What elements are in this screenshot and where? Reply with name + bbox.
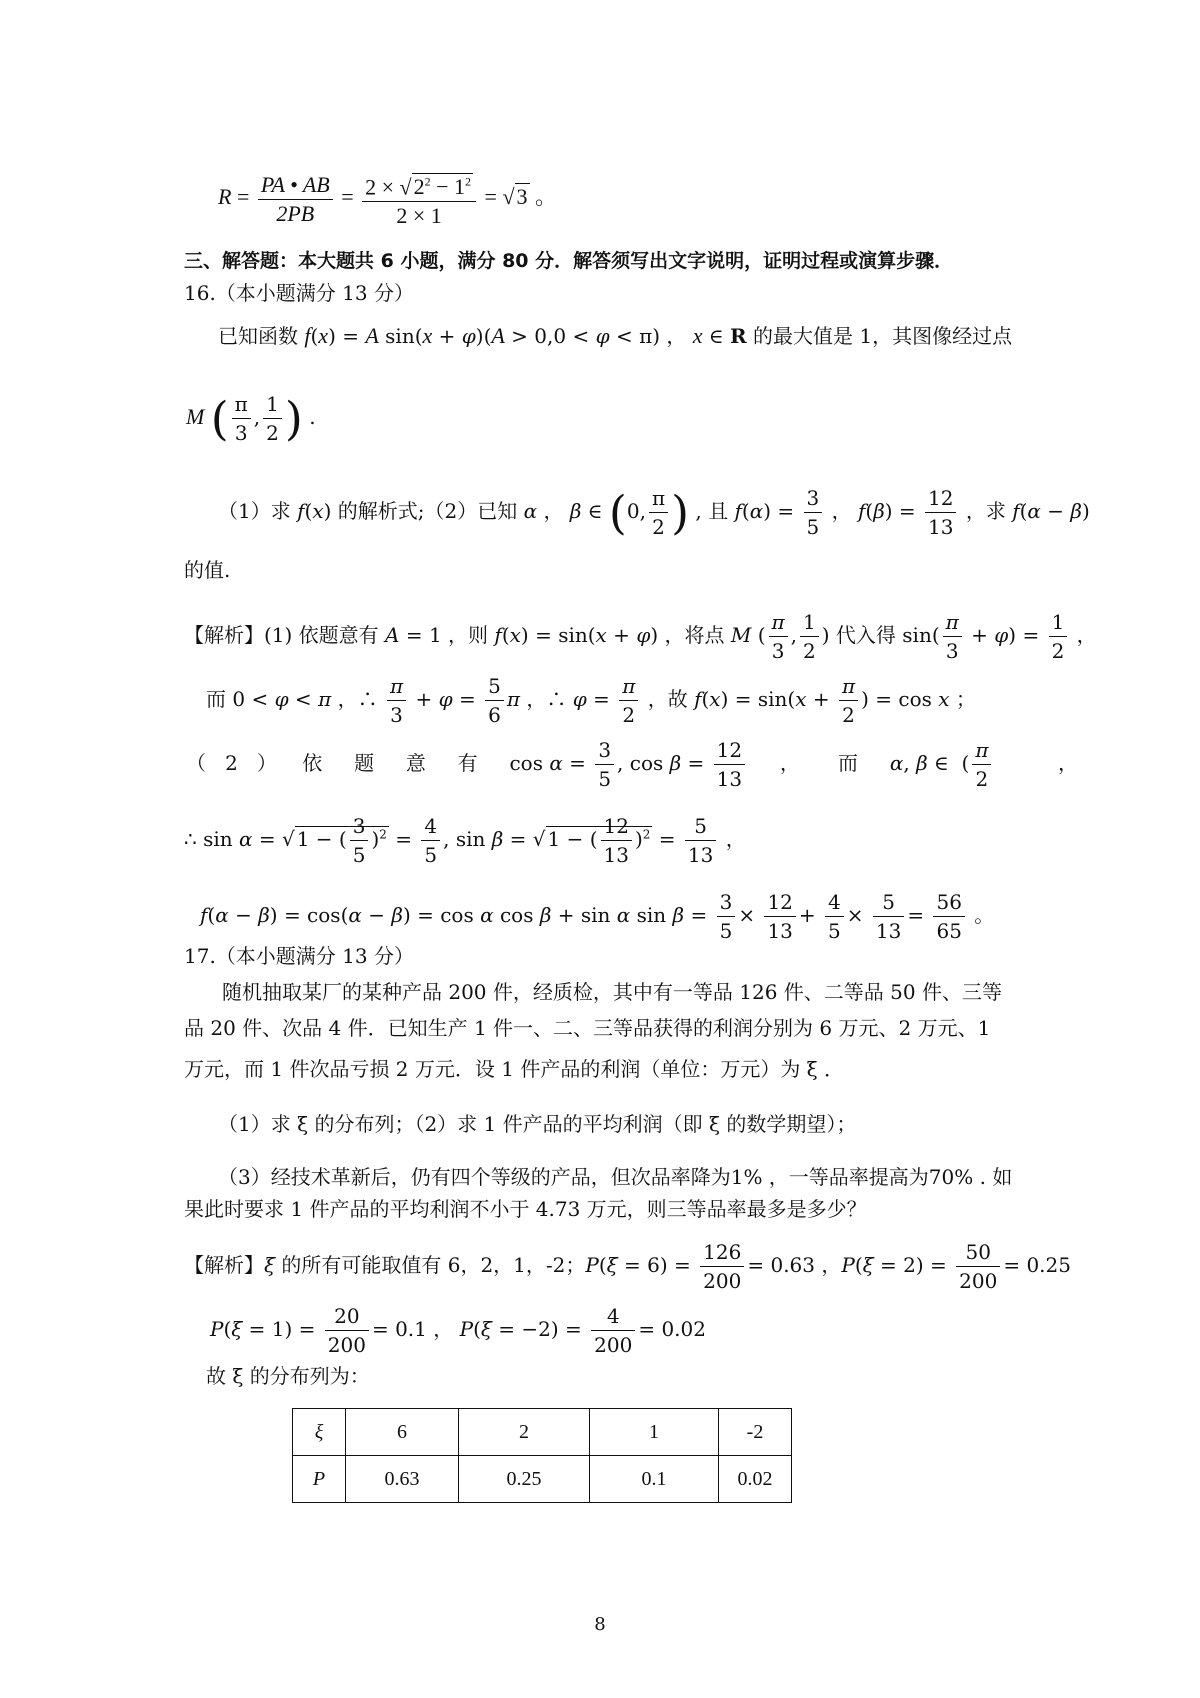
q16-solution-4: ∴ sin α = √ 1 − ( $\frac{3}{5}$ )$^2$ = $\frac{4}{5}$ , sin β = √ 1 − ( $\frac{12}{13}$ )$^2$ = $\frac{5}{13}$ ， — [184, 814, 746, 867]
distribution-table — [292, 1408, 792, 1503]
row-label-xi: ξ — [293, 1409, 346, 1456]
row-label-p: P — [293, 1456, 346, 1503]
q16-solution-1: 【解析】(1) 依题意有 A = 1 ，则 f(x) = sin(x + φ) ，将点 M ( $\frac{\pi}{3}$ , $\frac{1}{2}$ ) 代入得 sin( $\frac{\pi}{3}$ + φ) = $\frac{1}{2}$ ， — [184, 610, 1097, 663]
q17-solution-1: 【解析】ξ 的所有可能取值有 6，2，1，-2；P(ξ = 6) = $\frac{126}{200}$ = 0.63 ，P(ξ = 2) = $\frac{50}{200}$ = 0.25 — [184, 1240, 1071, 1293]
q17-stem-3: 万元，而 1 件次品亏损 2 万元．设 1 件产品的利润（单位：万元）为 ξ ． — [184, 1057, 845, 1081]
q16-solution-5: f(α − β) = cos(α − β) = cos α cos β + sin α sin β = $\frac{3}{5}$ × $\frac{12}{13}$ + $\frac{4}{5}$ × $\frac{5}{13}$ = $\frac{56}{65}$ 。 — [200, 890, 995, 943]
section-heading: 三、解答题：本大题共 6 小题，满分 80 分．解答须写出文字说明，证明过程或演算步骤． — [184, 250, 954, 272]
formula-R: R = $\frac{PA • AB}{2PB}$ = $\frac{2 \times √2^2 - 1^2}{2 \times 1}$ = √3 。 — [218, 168, 557, 230]
q17-parts-2: （3）经技术革新后，仍有四个等级的产品，但次品率降为1% ，一等品率提高为70% . 如 — [218, 1165, 1013, 1189]
q16-stem: 已知函数 f(x) = A sin(x + φ)(A > 0,0 < φ < π) ， x ∈ R 的最大值是 1，其图像经过点 — [218, 323, 1013, 348]
q16-parts-cont: 的值. — [184, 558, 231, 582]
table-cell: 0.63 — [346, 1456, 459, 1503]
q16-solution-3: （ 2 ） 依 题 意 有 cos α = $\frac{3}{5}$ , cos β = $\frac{12}{13}$ ， 而 α, β ∈ ( $\frac{\pi}{2}$ ， — [186, 738, 1079, 791]
q17-solution-2: P(ξ = 1) = $\frac{20}{200}$ = 0.1 ， P(ξ = −2) = $\frac{4}{200}$ = 0.02 — [210, 1304, 706, 1357]
q17-parts-1: （1）求 ξ 的分布列；（2）求 1 件产品的平均利润（即 ξ 的数学期望）； — [218, 1112, 857, 1136]
table-row — [293, 1409, 792, 1456]
q17-solution-3: 故 ξ 的分布列为： — [206, 1364, 370, 1388]
table-cell: 0.1 — [590, 1456, 719, 1503]
q16-header: 16.（本小题满分 13 分） — [184, 281, 414, 305]
q16-point-M: M ( $\frac{\pi}{3}$ , $\frac{1}{2}$ ) . — [186, 391, 316, 446]
table-row — [293, 1456, 792, 1503]
q17-parts-3: 果此时要求 1 件产品的平均利润不小于 4.73 万元，则三等品率最多是多少？ — [184, 1197, 867, 1221]
q17-stem-1: 随机抽取某厂的某种产品 200 件，经质检，其中有一等品 126 件、二等品 50 件、三等 — [222, 980, 1002, 1004]
table-cell: 0.25 — [459, 1456, 590, 1503]
q17-header: 17.（本小题满分 13 分） — [184, 944, 414, 968]
table-cell: 2 — [459, 1409, 590, 1456]
table-cell: 0.02 — [719, 1456, 792, 1503]
page-number: 8 — [594, 1614, 606, 1635]
table-cell: 1 — [590, 1409, 719, 1456]
table-cell: -2 — [719, 1409, 792, 1456]
table-cell: 6 — [346, 1409, 459, 1456]
q16-solution-2: 而 0 < φ < π ，∴ $\frac{\pi}{3}$ + φ = $\frac{5}{6}$ π ，∴ φ = $\frac{\pi}{2}$ ，故 f(x) = sin(x + $\frac{\pi}{2}$ ) = cos x ； — [206, 674, 976, 727]
q17-stem-2: 品 20 件、次品 4 件．已知生产 1 件一、二、三等品获得的利润分别为 6 万元、2 万元、1 — [184, 1016, 991, 1040]
q16-parts: （1）求 f(x) 的解析式;（2）已知 α ， β ∈ (0, $\frac{\pi}{2}$ ) , 且 f(α) = $\frac{3}{5}$ ， f(β) = $\frac{12}{13}$ ，求 f(α − β) — [218, 485, 1090, 540]
